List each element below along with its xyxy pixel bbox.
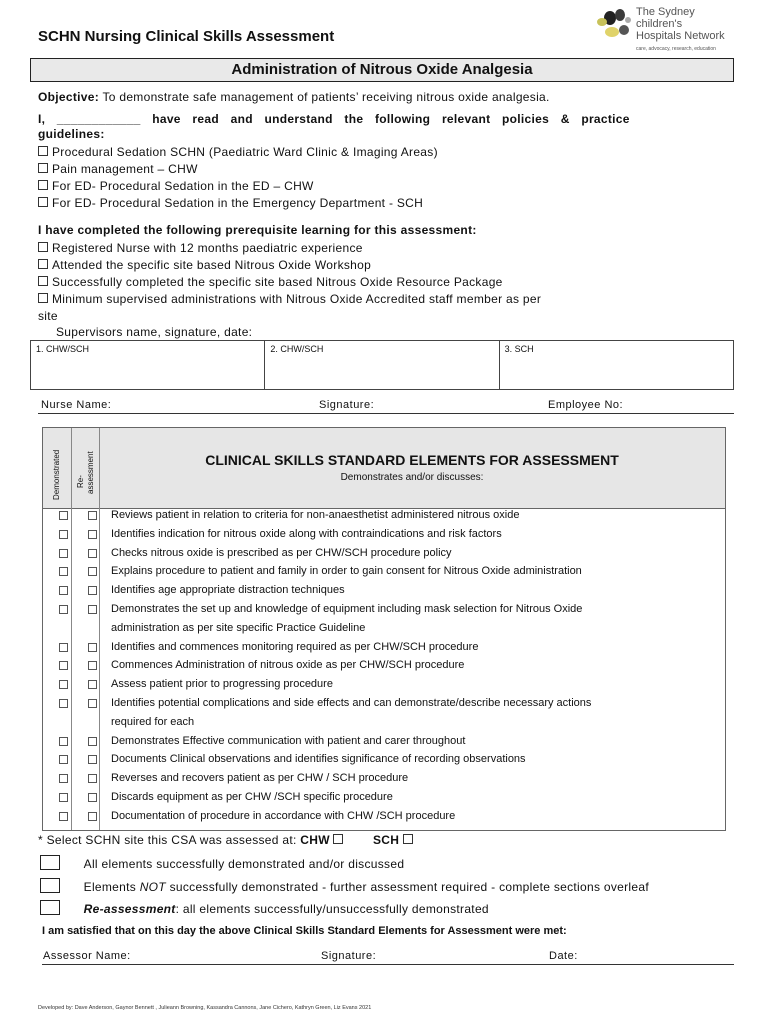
- demonstrated-checkbox[interactable]: [59, 567, 68, 576]
- policy-label: For ED- Procedural Sedation in the ED – CHW: [52, 179, 314, 193]
- reassessment-checkbox[interactable]: [88, 737, 97, 746]
- reassessment-checkbox[interactable]: [88, 699, 97, 708]
- prereq-wrap: site: [38, 309, 58, 323]
- checkbox[interactable]: [38, 146, 48, 156]
- demonstrated-checkbox[interactable]: [59, 586, 68, 595]
- site-sch-checkbox[interactable]: [403, 834, 413, 844]
- assessor-name-label: Assessor Name:: [43, 950, 131, 962]
- document-title: SCHN Nursing Clinical Skills Assessment: [38, 28, 335, 45]
- outcome-row[interactable]: [40, 900, 489, 918]
- policy-label: For ED- Procedural Sedation in the Emergency Department - SCH: [52, 196, 424, 210]
- skill-text: Commences Administration of nitrous oxide as per CHW/SCH procedure: [111, 659, 465, 672]
- outcome-checkbox[interactable]: [40, 878, 60, 893]
- skills-title: CLINICAL SKILLS STANDARD ELEMENTS FOR ASSESSMENT: [205, 452, 619, 468]
- policy-item[interactable]: [38, 161, 438, 178]
- prereq-label: Registered Nurse with 12 months paediatric experience: [52, 241, 363, 255]
- prereq-list: [38, 240, 541, 325]
- skill-text: Documentation of procedure in accordance with CHW /SCH procedure: [111, 809, 456, 822]
- prereq-label: Attended the specific site based Nitrous Oxide Workshop: [52, 258, 372, 272]
- nurse-name-label: Nurse Name:: [41, 399, 112, 411]
- checkbox[interactable]: [38, 180, 48, 190]
- employee-no-label: Employee No:: [548, 399, 624, 411]
- skill-text: Identifies age appropriate distraction techniques: [111, 584, 345, 597]
- site-chw-label: CHW: [300, 833, 330, 847]
- demonstrated-header: Demonstrated: [52, 449, 61, 500]
- supervisor-cell[interactable]: 2. CHW/SCH: [265, 341, 499, 389]
- logo-line: The Sydney: [636, 6, 695, 18]
- nurse-signature-label: Signature:: [319, 399, 375, 411]
- reassessment-checkbox[interactable]: [88, 549, 97, 558]
- reassessment-header-1: Re-: [76, 475, 85, 488]
- skill-text: Documents Clinical observations and identifies significance of recording observations: [111, 753, 526, 766]
- outcome-row[interactable]: [40, 878, 649, 896]
- skill-text: Identifies and commences monitoring required as per CHW/SCH procedure: [111, 640, 479, 653]
- demonstrated-checkbox[interactable]: [59, 737, 68, 746]
- checkbox[interactable]: [38, 259, 48, 269]
- reassessment-checkbox[interactable]: [88, 605, 97, 614]
- prereq-label: Successfully completed the specific site based Nitrous Oxide Resource Package: [52, 275, 503, 289]
- outcome-text: : all elements successfully/unsuccessfully demonstrated: [175, 902, 489, 916]
- reassessment-checkbox[interactable]: [88, 812, 97, 821]
- skill-text: Demonstrates the set up and knowledge of equipment including mask selection for Nitrous Oxide: [111, 603, 583, 615]
- prereq-label: Minimum supervised administrations with Nitrous Oxide Accredited staff member as per: [52, 292, 542, 306]
- policy-label: Procedural Sedation SCHN (Paediatric Ward Clinic & Imaging Areas): [52, 145, 438, 159]
- skill-text: Discards equipment as per CHW /SCH specific procedure: [111, 791, 393, 803]
- logo-line: children's: [636, 18, 683, 30]
- demonstrated-checkbox[interactable]: [59, 605, 68, 614]
- demonstrated-checkbox[interactable]: [59, 812, 68, 821]
- assessor-details-line[interactable]: [42, 950, 734, 965]
- checkbox[interactable]: [38, 293, 48, 303]
- checkbox[interactable]: [38, 276, 48, 286]
- skill-text: Explains procedure to patient and family in order to gain consent for Nitrous Oxide administration: [111, 565, 582, 578]
- objective: [38, 89, 550, 106]
- demonstrated-checkbox[interactable]: [59, 793, 68, 802]
- skill-text: Reviews patient in relation to criteria for non-anaesthetist administered nitrous oxide: [111, 509, 520, 521]
- site-select: [38, 832, 417, 849]
- site-chw-checkbox[interactable]: [333, 834, 343, 844]
- outcome-checkbox[interactable]: [40, 900, 60, 915]
- objective-label: Objective:: [38, 90, 100, 104]
- demonstrated-checkbox[interactable]: [59, 511, 68, 520]
- demonstrated-checkbox[interactable]: [59, 755, 68, 764]
- reassessment-checkbox[interactable]: [88, 661, 97, 670]
- demonstrated-checkbox[interactable]: [59, 549, 68, 558]
- logo-mark-icon: [596, 6, 634, 42]
- demonstrated-column: [43, 428, 72, 830]
- checkbox[interactable]: [38, 197, 48, 207]
- checkbox[interactable]: [38, 163, 48, 173]
- prereq-item[interactable]: [38, 257, 541, 274]
- demonstrated-checkbox[interactable]: [59, 680, 68, 689]
- demonstrated-checkbox[interactable]: [59, 661, 68, 670]
- reassessment-checkbox[interactable]: [88, 774, 97, 783]
- schn-logo: [596, 6, 736, 54]
- satisfied-statement: I am satisfied that on this day the above Clinical Skills Standard Elements for Assessment were met:: [42, 925, 567, 937]
- supervisor-cell[interactable]: 1. CHW/SCH: [31, 341, 265, 389]
- logo-tagline: care, advocacy, research, education: [636, 46, 716, 52]
- form-title: Administration of Nitrous Oxide Analgesia: [30, 58, 734, 82]
- policy-item[interactable]: [38, 178, 438, 195]
- reassessment-column: [71, 428, 100, 830]
- skill-text: Identifies indication for nitrous oxide along with contraindications and risk factors: [111, 527, 502, 540]
- skill-text: Identifies potential complications and side effects and can demonstrate/describe necessary actions: [111, 697, 592, 709]
- outcome-text: successfully demonstrated - further assessment required - complete sections overleaf: [165, 880, 649, 894]
- skill-text: Demonstrates Effective communication with patient and carer throughout: [111, 734, 466, 747]
- policies-list: [38, 144, 438, 212]
- supervisor-table: [30, 340, 734, 390]
- outcome-checkbox[interactable]: [40, 855, 60, 870]
- reassessment-checkbox[interactable]: [88, 511, 97, 520]
- objective-text: To demonstrate safe management of patients’ receiving nitrous oxide analgesia.: [102, 90, 550, 104]
- reassessment-checkbox[interactable]: [88, 530, 97, 539]
- demonstrated-checkbox[interactable]: [59, 530, 68, 539]
- supervisors-label: Supervisors name, signature, date:: [56, 325, 253, 339]
- skills-header: [43, 428, 725, 509]
- skill-text: Assess patient prior to progressing procedure: [111, 678, 333, 691]
- reassessment-checkbox[interactable]: [88, 643, 97, 652]
- supervisor-cell[interactable]: 3. SCH: [504, 344, 534, 354]
- reassessment-checkbox[interactable]: [88, 586, 97, 595]
- prereq-item[interactable]: [38, 291, 541, 308]
- reassessment-header-2: assessment: [86, 451, 95, 494]
- nurse-details-line[interactable]: [38, 399, 734, 414]
- reassessment-checkbox[interactable]: [88, 567, 97, 576]
- policies-intro-wrap: guidelines:: [38, 127, 105, 141]
- outcome-text: All elements successfully demonstrated and/or discussed: [83, 857, 405, 871]
- skill-text: administration as per site specific Practice Guideline: [111, 621, 366, 634]
- demonstrated-checkbox[interactable]: [59, 643, 68, 652]
- prereq-item[interactable]: [38, 274, 541, 291]
- assessor-signature-label: Signature:: [321, 950, 377, 962]
- logo-line: Hospitals Network: [636, 30, 725, 42]
- footer-credits: Developed by: Dave Anderson, Gaynor Bennett , Julieann Browning, Kassandra Cannons, Jane Cichero, Kathryn Green, Liz Evans 2021: [38, 1005, 372, 1011]
- reassessment-checkbox[interactable]: [88, 755, 97, 764]
- outcome-row[interactable]: [40, 855, 404, 873]
- reassessment-checkbox[interactable]: [88, 793, 97, 802]
- outcome-emphasis: Re-assessment: [83, 902, 176, 916]
- demonstrated-checkbox[interactable]: [59, 699, 68, 708]
- prereq-heading: I have completed the following prerequisite learning for this assessment:: [38, 223, 477, 237]
- reassessment-checkbox[interactable]: [88, 680, 97, 689]
- assessor-date-label: Date:: [549, 950, 578, 962]
- demonstrated-checkbox[interactable]: [59, 774, 68, 783]
- site-select-text: * Select SCHN site this CSA was assessed at:: [38, 833, 297, 847]
- skill-text: Checks nitrous oxide is prescribed as per CHW/SCH procedure policy: [111, 546, 452, 559]
- site-sch-label: SCH: [372, 833, 400, 847]
- policy-item[interactable]: [38, 144, 438, 161]
- skills-subtitle: Demonstrates and/or discusses:: [340, 472, 484, 483]
- skills-table: [42, 427, 726, 831]
- skill-text: Reverses and recovers patient as per CHW / SCH procedure: [111, 772, 409, 785]
- policies-intro: I, ____________ have read and understand the following relevant policies & practice: [38, 112, 630, 126]
- outcome-text-prefix: Elements: [83, 880, 140, 894]
- prereq-item[interactable]: [38, 240, 541, 257]
- policy-item[interactable]: [38, 195, 438, 212]
- policy-label: Pain management – CHW: [52, 162, 198, 176]
- checkbox[interactable]: [38, 242, 48, 252]
- skill-text: required for each: [111, 715, 195, 728]
- outcome-emphasis: NOT: [139, 880, 166, 894]
